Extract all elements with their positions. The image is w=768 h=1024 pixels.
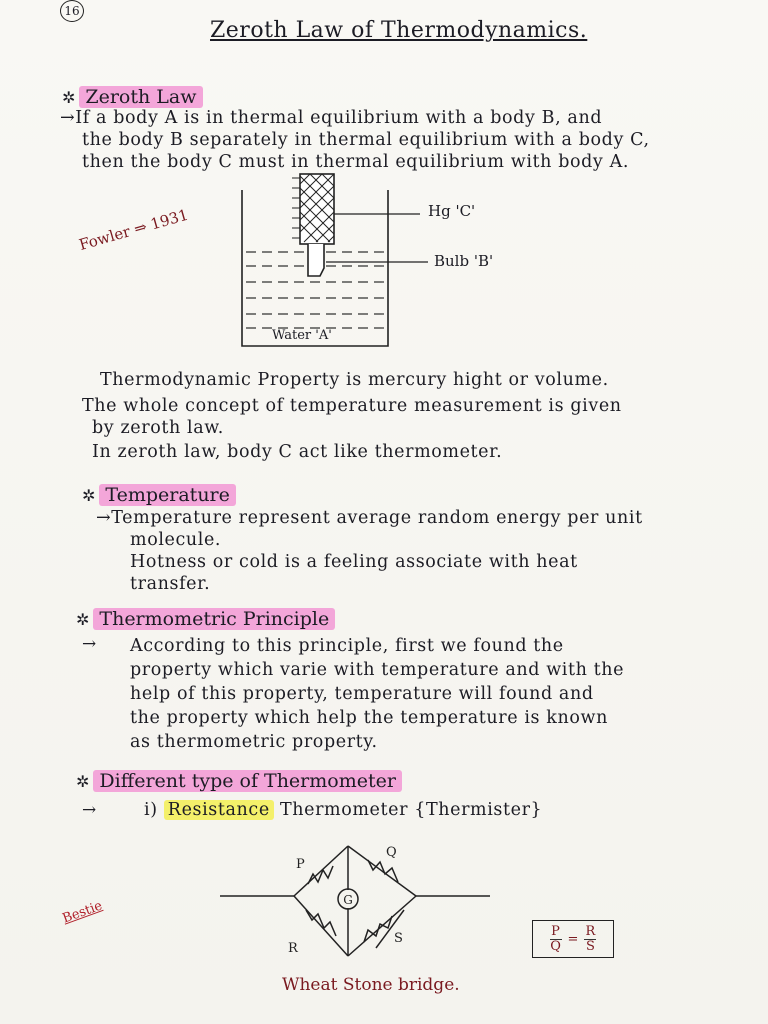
arrow-icon: → (82, 800, 97, 820)
beaker-diagram (230, 168, 550, 354)
ratio-p: P (551, 923, 560, 939)
after-line-2: The whole concept of temperature measurement is given (82, 396, 622, 416)
wheatstone-bridge-diagram (220, 840, 500, 970)
thermometric-heading (76, 608, 335, 630)
bridge-caption: Wheat Stone bridge. (282, 975, 460, 995)
ratio-q: Q (550, 938, 561, 954)
resistor-s-label: S (394, 931, 403, 946)
zeroth-line-1: →If a body A is in thermal equilibrium with a body B, and (60, 108, 603, 128)
star-icon: ✲ (82, 485, 96, 505)
fowler-note: Fowler ⇒ 1931 (77, 205, 191, 254)
thermometer-tube (300, 174, 334, 244)
balance-ratio-box (532, 920, 614, 958)
types-heading-text: Different type of Thermometer (93, 770, 402, 792)
scale-ticks (292, 178, 300, 238)
thermometric-line-3: help of this property, temperature will found and (130, 684, 594, 704)
star-icon: ✲ (62, 87, 76, 107)
page-number: 16 (60, 0, 84, 22)
bulb-label: Bulb 'B' (434, 252, 494, 270)
ratio-p-over-q (550, 925, 562, 954)
temperature-line-3: Hotness or cold is a feeling associate with heat (130, 552, 578, 572)
arrow-icon: → (82, 634, 97, 654)
zeroth-line-3: then the body C must in thermal equilibrium with body A. (82, 152, 629, 172)
ratio-s: S (586, 938, 595, 954)
page-title: Zeroth Law of Thermodynamics. (210, 18, 588, 43)
item-rest: Thermometer {Thermister} (279, 800, 543, 820)
types-heading (76, 770, 402, 792)
temperature-line-1: →Temperature represent average random energy per unit (96, 508, 643, 528)
item-prefix: i) (144, 800, 158, 820)
after-line-1: Thermodynamic Property is mercury hight or volume. (100, 370, 609, 390)
types-item-1 (144, 800, 542, 820)
ratio-r: R (585, 923, 596, 939)
after-line-4: In zeroth law, body C act like thermometer. (92, 442, 503, 462)
thermometric-line-5: as thermometric property. (130, 732, 378, 752)
ratio-equals: = (567, 931, 579, 947)
temperature-line-2: molecule. (130, 530, 222, 550)
side-note: Bestie (60, 898, 105, 927)
after-line-3: by zeroth law. (92, 418, 224, 438)
thermometric-line-2: property which varie with temperature and with the (130, 660, 625, 680)
water-label: Water 'A' (272, 328, 332, 343)
ratio-r-over-s (584, 925, 596, 954)
zeroth-law-heading (62, 86, 203, 108)
temperature-heading (82, 484, 236, 506)
thermometer-bulb (308, 244, 324, 276)
galvanometer-label: G (343, 893, 353, 907)
temperature-heading-text: Temperature (99, 484, 235, 506)
resistor-q-label: Q (386, 845, 397, 860)
star-icon: ✲ (76, 609, 90, 629)
thermometric-line-1: According to this principle, first we found the (130, 636, 564, 656)
temperature-line-4: transfer. (130, 574, 211, 594)
star-icon: ✲ (76, 771, 90, 791)
zeroth-law-heading-text: Zeroth Law (79, 86, 202, 108)
resistor-p-label: P (296, 857, 305, 872)
hg-label: Hg 'C' (428, 202, 476, 220)
thermometric-line-4: the property which help the temperature is known (130, 708, 608, 728)
item-highlight: Resistance (164, 800, 274, 820)
thermometric-heading-text: Thermometric Principle (93, 608, 335, 630)
resistor-r-label: R (288, 941, 298, 956)
zeroth-line-2: the body B separately in thermal equilibrium with a body C, (82, 130, 650, 150)
